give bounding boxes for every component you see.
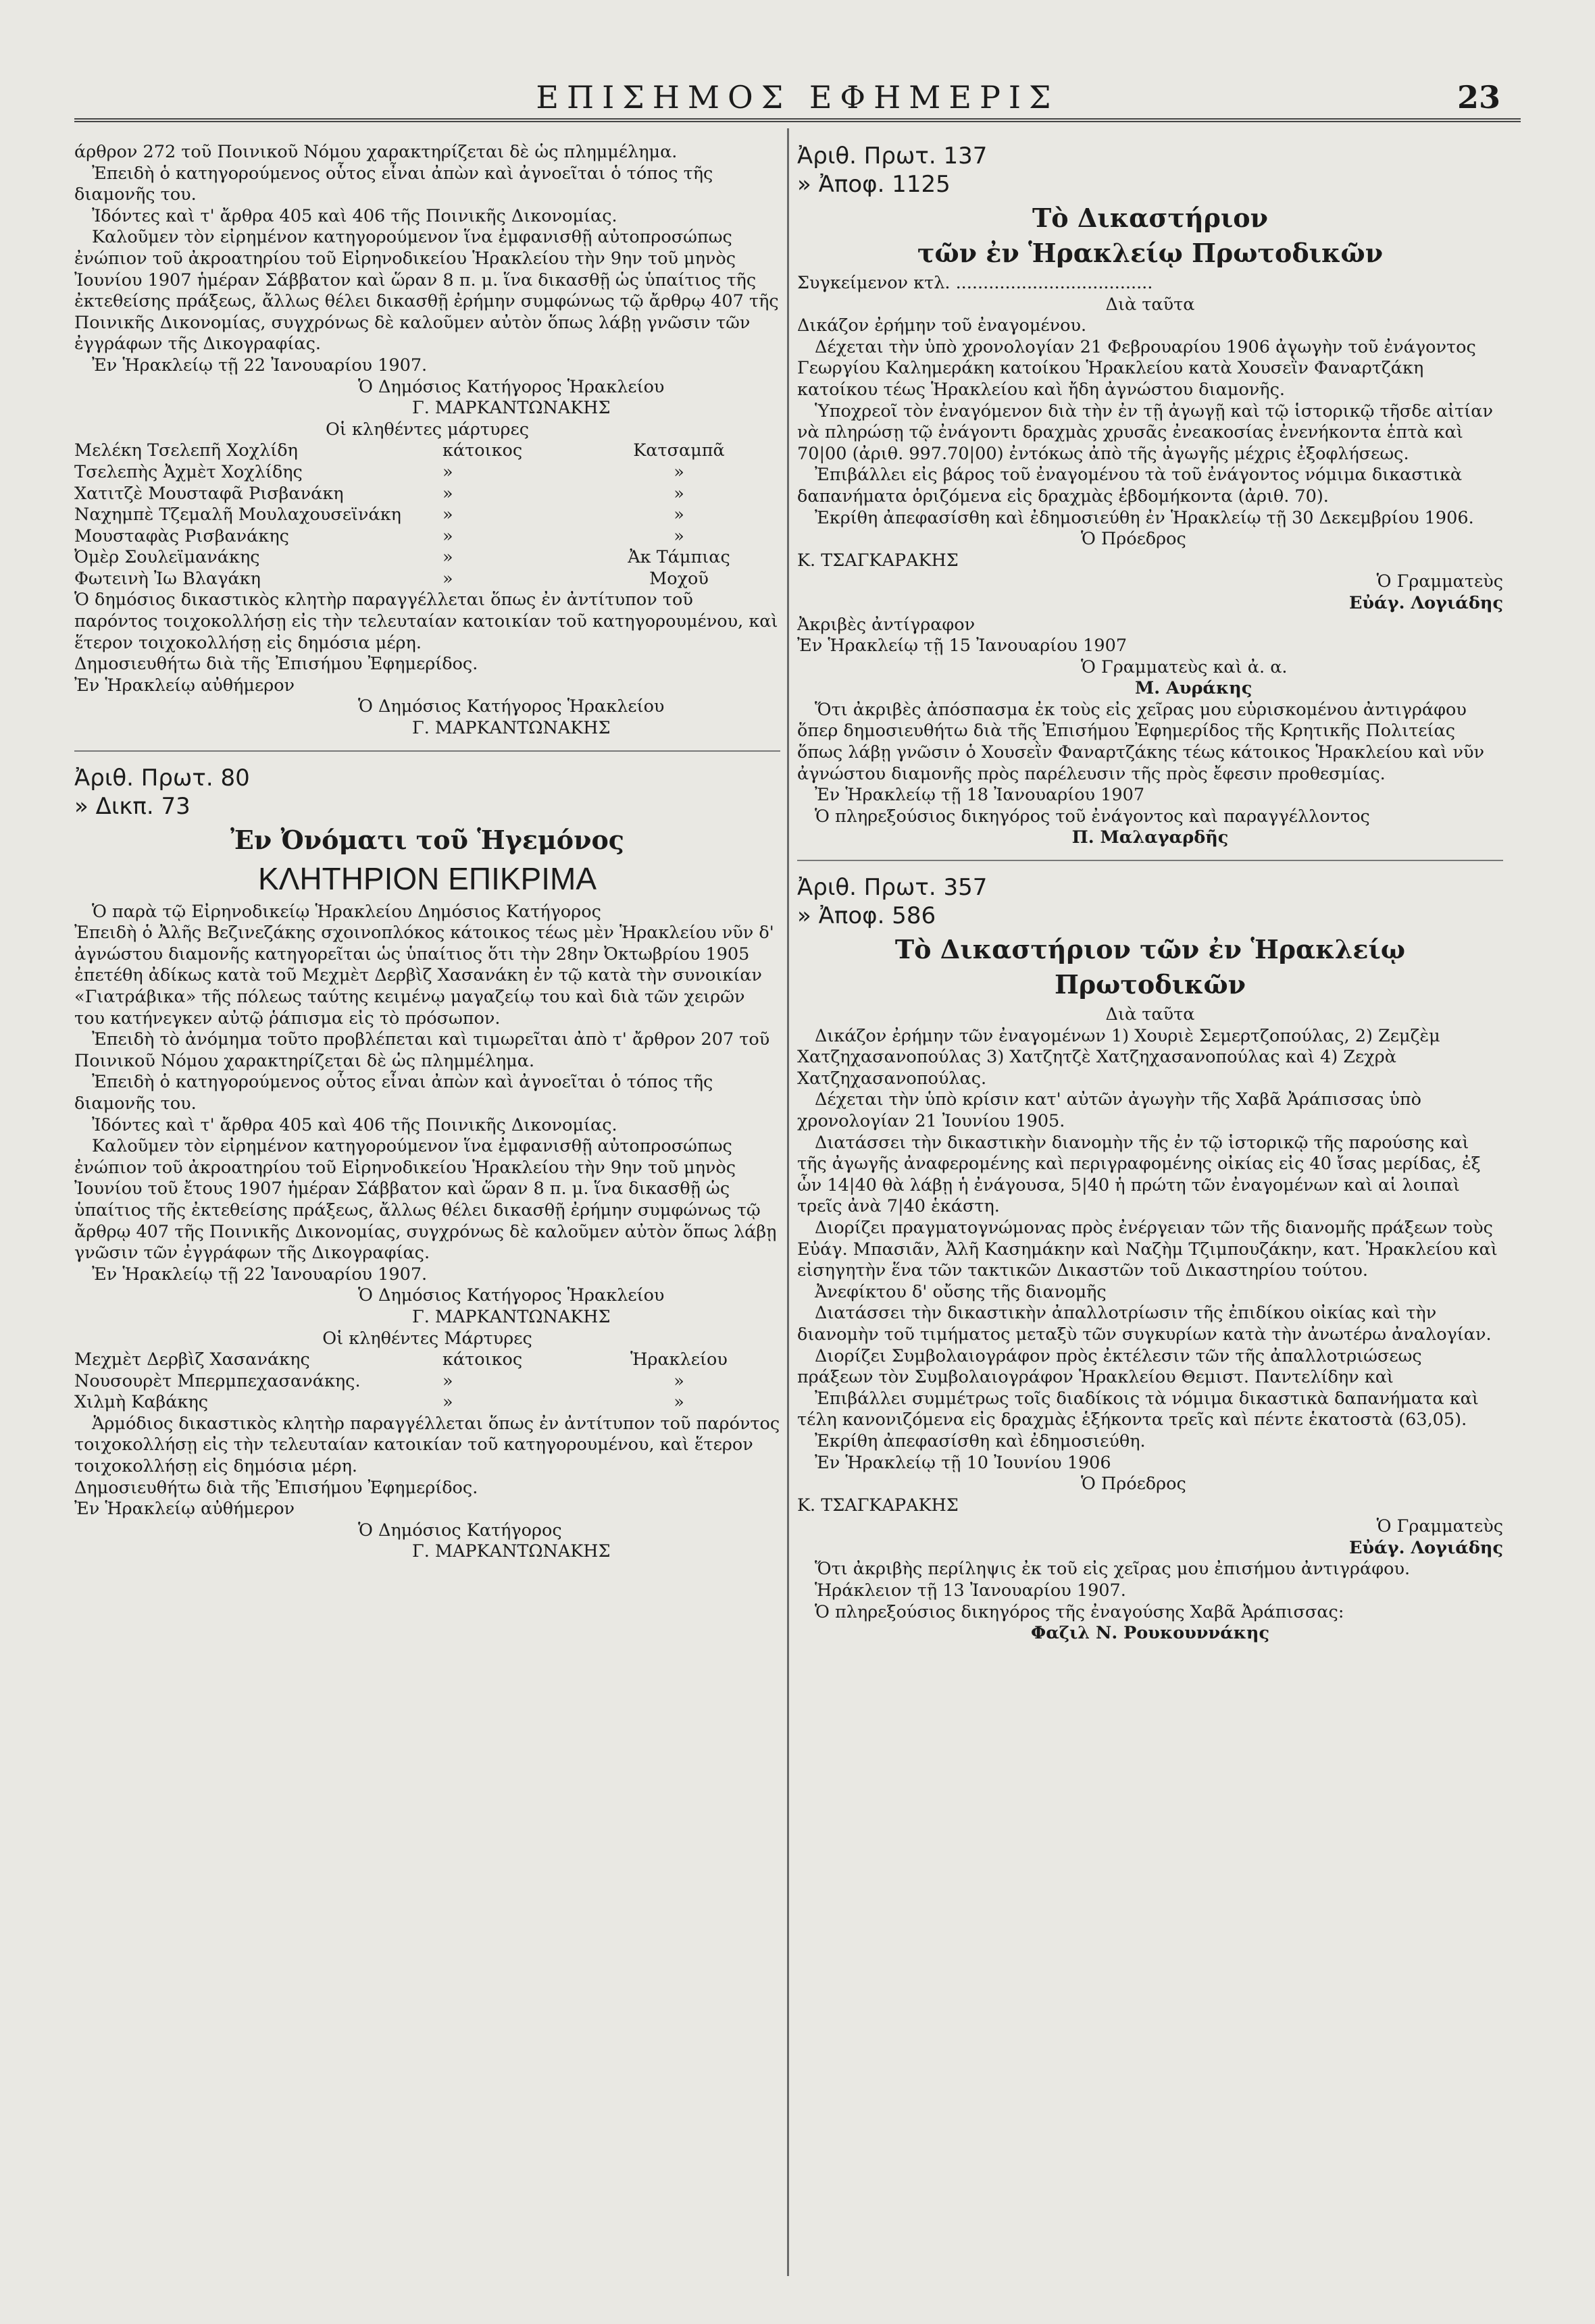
witness-row: Χατιτζὲ Μουσταφᾶ Ρισβανάκη » » xyxy=(74,483,684,504)
prosecutor-title: Ὁ Δημόσιος Κατήγορος Ἡρακλείου xyxy=(358,376,665,397)
witness-row: Φωτεινὴ Ἰω Βλαγάκη » Μοχοῦ xyxy=(74,568,709,589)
president-name: Κ. ΤΣΑΓΚΑΡΑΚΗΣ xyxy=(797,550,959,571)
witness-list xyxy=(74,440,780,590)
paragraph: Δέχεται τὴν ὑπὸ χρονολογίαν 21 Φεβρουαρίου 1906 ἀγωγὴν τοῦ ἐνάγοντος Γεωργίου Καλημεράκη κατοίκου Ἡρακλείου κατὰ Χουσεῒν Φαναρτζάκη κατοίκου τέως Ἡρακλείου καὶ ἤδη ἀγνώστου διαμονῆς. xyxy=(797,336,1476,400)
witness-row: Ναχημπὲ Τζεμαλῆ Μουλαχουσεϊνάκη » » xyxy=(74,505,684,525)
secretary-title: Ὁ Γραμματεὺς xyxy=(1376,571,1503,592)
section-separator xyxy=(797,860,1503,861)
page-number: 23 xyxy=(1457,79,1500,115)
place-line: Ἐν Ἡρακλείῳ αὐθήμερον xyxy=(74,1499,295,1520)
paragraph: άρθρον 272 τοῦ Ποινικοῦ Νόμου χαρακτηρίζεται δὲ ὡς πλημμέλημα. xyxy=(74,142,678,162)
prosecutor-title: Ὁ Δημόσιος Κατήγορος xyxy=(358,1520,562,1541)
newspaper-title: ΕΠΙΣΗΜΟΣ ΕΦΗΜΕΡΙΣ xyxy=(536,79,1059,115)
court-heading: Τὸ Δικαστήριον τῶν ἐν Ἡρακλείῳ xyxy=(894,934,1406,965)
witness-row: Χιλμὴ Καβάκης » » xyxy=(74,1392,684,1413)
witness-row: Μεχμὲτ Δερβὶζ Χασανάκης κάτοικος Ἡρακλείου xyxy=(74,1349,728,1370)
witness-row: Νουσουρὲτ Μπερμπεχασανάκης. » » xyxy=(74,1370,684,1391)
lawyer-title: Ὁ πληρεξούσιος δικηγόρος τῆς ἐναγούσης Χαβᾶ Ἀράπισσας: xyxy=(815,1601,1344,1622)
secretary-name: Εὐάγ. Λογιάδης xyxy=(1348,592,1503,613)
prosecutor-name: Γ. ΜΑΡΚΑΝΤΩΝΑΚΗΣ xyxy=(412,1541,611,1562)
dia-tauta: Διὰ ταῦτα xyxy=(1105,294,1195,315)
place-line: Ἐν Ἡρακλείῳ αὐθήμερον xyxy=(74,675,295,696)
court-heading: Πρωτοδικῶν xyxy=(1054,969,1246,1000)
column-divider xyxy=(787,128,789,2276)
court-heading: Τὸ Δικαστήριον xyxy=(1032,203,1269,233)
paragraph: Ὁ παρὰ τῷ Εἰρηνοδικείῳ Ἡρακλείου Δημόσιος Κατήγορος xyxy=(92,901,601,922)
date-line: Ἐν Ἡρακλείῳ τῇ 15 Ἰανουαρίου 1907 xyxy=(797,636,1128,656)
lawyer-title: Ὁ πληρεξούσιος δικηγόρος τοῦ ἐνάγοντος καὶ παραγγέλλοντος xyxy=(815,806,1370,827)
witnesses-heading: Οἱ κληθέντες μάρτυρες xyxy=(325,419,530,440)
prosecutor-title: Ὁ Δημόσιος Κατήγορος Ἡρακλείου xyxy=(358,696,665,717)
witness-row: Ὀμὲρ Σουλεϊμανάκης » Ἀκ Τάμπιας xyxy=(74,547,730,568)
paragraph: Ἐπειδὴ ὁ κατηγορούμενος οὗτος εἶναι ἀπὼν καὶ ἀγνοεῖται ὁ τόπος τῆς διαμονῆς του. xyxy=(74,1072,713,1114)
decision-number: » Ἀποφ. 1125 xyxy=(797,171,951,198)
left-column xyxy=(74,142,780,1563)
date-line: Ἐν Ἡρακλείῳ τῇ 22 Ἰανουαρίου 1907. xyxy=(92,355,428,376)
section-separator xyxy=(74,750,780,752)
secretary-title: Ὁ Γραμματεὺς xyxy=(1376,1516,1503,1537)
secretary-name: Εὐάγ. Λογιάδης xyxy=(1348,1537,1503,1558)
president-title: Ὁ Πρόεδρος xyxy=(1081,1474,1186,1495)
paragraph: Ἐπιβάλλει εἰς βάρος τοῦ ἐναγομένου τὰ τοῦ ἐνάγοντος νόμιμα δικαστικὰ δαπανήματα ὁριζόμενα εἰς δραχμὰς ἑβδομήκοντα (ἀριθ. 70). xyxy=(797,465,1463,507)
paragraph: Ἰδόντες καὶ τ' ἄρθρα 405 καὶ 406 τῆς Ποινικῆς Δικονομίας. xyxy=(92,1114,617,1135)
publish-line: Δημοσιευθήτω διὰ τῆς Ἐπισήμου Ἐφημερίδος. xyxy=(74,1477,478,1498)
in-name-heading: Ἐν Ὀνόματι τοῦ Ἡγεμόνος xyxy=(230,824,624,855)
bailiff-instruction: Ὁ δημόσιος δικαστικὸς κλητὴρ παραγγέλλεται ὅπως ἐν ἀντίτυπον τοῦ παρόντος τοιχοκολλήσῃ εἰς τὴν τελευταίαν κατοικίαν τοῦ κατηγορουμένου, καὶ ἕτερον τοιχοκολλήσῃ εἰς δημόσια μέρη. xyxy=(74,590,778,653)
date-line: Ἐν Ἡρακλείῳ τῇ 18 Ἰανουαρίου 1907 xyxy=(815,785,1145,806)
paragraph: Δικάζον ἐρήμην τοῦ ἐναγομένου. xyxy=(797,315,1087,336)
court-heading: τῶν ἐν Ἡρακλείῳ Πρωτοδικῶν xyxy=(917,238,1384,268)
lawyer-name: Φαζιλ Ν. Ρουκουννάκης xyxy=(1031,1623,1269,1644)
prosecutor-name: Γ. ΜΑΡΚΑΝΤΩΝΑΚΗΣ xyxy=(412,1306,611,1327)
prosecutor-title: Ὁ Δημόσιος Κατήγορος Ἡρακλείου xyxy=(358,1285,665,1306)
right-column xyxy=(797,142,1503,1645)
prosecutor-name: Γ. ΜΑΡΚΑΝΤΩΝΑΚΗΣ xyxy=(412,718,611,739)
paragraph: Δέχεται τὴν ὑπὸ κρίσιν κατ' αὐτῶν ἀγωγὴν τῆς Χαβᾶ Ἀράπισσας ὑπὸ χρονολογίαν 21 Ἰουνίου 1905. xyxy=(797,1089,1421,1131)
paragraph: Διορίζει πραγματογνώμονας πρὸς ἐνέργειαν τῶν τῆς διανομῆς πράξεων τοὺς Εὐάγ. Μπασιᾶν, Ἀλῆ Κασημάκην καὶ Ναζὴμ Τζιμπουζάκην, κατ. Ἡρακλείου καὶ εἰσηγητὴν ἕνα τῶν τακτικῶν Δικαστῶν τοῦ Δικαστηρίου τούτου. xyxy=(797,1217,1498,1281)
composed-line: Συγκείμενον κτλ. .................................... xyxy=(797,273,1153,293)
witness-list xyxy=(74,1349,780,1414)
paragraph: Ἐκρίθη ἀπεφασίσθη καὶ ἐδημοσιεύθη ἐν Ἡρακλείῳ τῇ 30 Δεκεμβρίου 1906. xyxy=(815,507,1474,528)
president-title: Ὁ Πρόεδρος xyxy=(1081,529,1186,550)
protocol-number: Ἀριθ. Πρωτ. 357 xyxy=(797,874,988,902)
date-line: Ἐν Ἡρακλείῳ τῇ 22 Ἰανουαρίου 1907. xyxy=(92,1264,428,1285)
protocol-number: Ἀριθ. Πρωτ. 80 xyxy=(74,764,250,792)
witness-row: Τσελεπὴς Ἀχμὲτ Χοχλίδης » » xyxy=(74,461,684,482)
paragraph: Καλοῦμεν τὸν εἰρημένον κατηγορούμενον ἵνα ἐμφανισθῇ αὐτοπροσώπως ἐνώπιον τοῦ ἀκροατηρίου τοῦ Εἰρηνοδικείου Ἡρακλείου τὴν 9ην τοῦ μηνὸς Ἰουνίου 1907 ἡμέραν Σάββατον καὶ ὥραν 8 π. μ. ἵνα δικασθῇ ὡς ὑπαίτιος τῆς ἐκτεθείσης πράξεως, ἄλλως θέλει δικασθῇ ἐρήμην συμφώνως τῷ ἄρθρῳ 407 τῆς Ποινικῆς Δικονομίας, συγχρόνως δὲ καλοῦμεν αὐτὸν ὅπως λάβῃ γνῶσιν τῶν ἐγγράφων τῆς Δικογραφίας. xyxy=(74,227,779,355)
witness-row: Μελέκη Τσελεπῆ Χοχλίδη κάτοικος Κατσαμπᾶ xyxy=(74,440,725,461)
date-line: Ἡράκλειον τῇ 13 Ἰανουαρίου 1907. xyxy=(815,1580,1126,1601)
witnesses-heading: Οἱ κληθέντες Μάρτυρες xyxy=(322,1328,532,1349)
case-number: » Δικπ. 73 xyxy=(74,792,191,820)
paragraph: Διορίζει Συμβολαιογράφον πρὸς ἐκτέλεσιν τῶν τῆς ἀπαλλοτριώσεως πράξεων τὸν Συμβολαιογράφον Ἡρακλείου Θεμιστ. Παντελίδην καὶ xyxy=(797,1345,1422,1388)
secretary-title: Ὁ Γραμματεὺς καὶ ἀ. α. xyxy=(1081,656,1288,677)
prosecutor-name: Γ. ΜΑΡΚΑΝΤΩΝΑΚΗΣ xyxy=(412,398,611,419)
president-name: Κ. ΤΣΑΓΚΑΡΑΚΗΣ xyxy=(797,1495,959,1516)
copy-line: Ἀκριβὲς ἀντίγραφον xyxy=(797,614,976,635)
paragraph: Διατάσσει τὴν δικαστικὴν ἀπαλλοτρίωσιν τῆς ἐπιδίκου οἰκίας καὶ τὴν διανομὴν τοῦ τιμήματος μεταξὺ τῶν συγκυρίων κατὰ τὴν ἀνωτέρω ἀναλογίαν. xyxy=(797,1303,1492,1345)
paragraph: Ἐπειδὴ ὁ κατηγορούμενος οὗτος εἶναι ἀπὼν καὶ ἀγνοεῖται ὁ τόπος τῆς διαμονῆς του. xyxy=(74,163,713,205)
secretary-name: Μ. Αυράκης xyxy=(1135,678,1252,699)
paragraph: Ἐκρίθη ἀπεφασίσθη καὶ ἐδημοσιεύθη. xyxy=(815,1430,1146,1451)
paragraph: Ὅτι ἀκριβὴς περίληψις ἐκ τοῦ εἰς χεῖρας μου ἐπισήμου ἀντιγράφου. xyxy=(815,1559,1411,1580)
paragraph: Ἰδόντες καὶ τ' ἄρθρα 405 καὶ 406 τῆς Ποινικῆς Δικονομίας. xyxy=(92,205,617,226)
paragraph: Ἐπειδὴ ὁ Ἀλῆς Βεζινεζάκης σχοινοπλόκος κάτοικος τέως μὲν Ἡρακλείου νῦν δ' ἀγνώστου διαμονῆς κατηγορεῖται ὡς ὑπαίτιος ὅτι τὴν 28ην Ὀκτωβρίου 1905 ἐπετέθη ἀδίκως κατὰ τοῦ Μεχμὲτ Δερβὶζ Χασανάκη ἐν τῷ κατὰ τὴν συνοικίαν «Γιατράβικα» τῆς πόλεως ταύτης κειμένῳ μαγαζείῳ του καὶ διὰ τῶν χειρῶν του κατήνεγκεν αὐτῷ ῥάπισμα εἰς τὸ πρόσωπον. xyxy=(74,923,774,1029)
witness-row: Μουσταφὰς Ρισβανάκης » » xyxy=(74,525,684,546)
paragraph: Ἐπιβάλλει συμμέτρως τοῖς διαδίκοις τὰ νόμιμα δικαστικὰ δαπανήματα καὶ τέλη κανονιζόμενα εἰς δραχμὰς ἑξήκοντα τρεῖς καὶ πέντε ἑκατοστὰ (63,05). xyxy=(797,1388,1479,1430)
paragraph: Καλοῦμεν τὸν εἰρημένον κατηγορούμενον ἵνα ἐμφανισθῇ αὐτοπροσώπως ἐνώπιον τοῦ ἀκροατηρίου τοῦ Εἰρηνοδικείου Ἡρακλείου τὴν 9ην τοῦ μηνὸς Ἰουνίου τοῦ ἔτους 1907 ἡμέραν Σάββατον καὶ ὥραν 8 π. μ. ἵνα δικασθῇ ὡς ὑπαίτιος τῆς ἐκτεθείσης πράξεως, ἄλλως θέλει δικασθῇ ἐρήμην συμφώνως τῷ ἄρθρῳ 407 τῆς Ποινικῆς Δικονομίας, συγχρόνως δὲ καλοῦμεν αὐτὸν ὅπως λάβῃ γνῶσιν τῶν ἐγγράφων τῆς Δικογραφίας. xyxy=(74,1136,777,1264)
lawyer-name: Π. Μαλαγαρδῆς xyxy=(1071,827,1229,848)
decision-number: » Ἀποφ. 586 xyxy=(797,902,936,930)
publish-line: Δημοσιευθήτω διὰ τῆς Ἐπισήμου Ἐφημερίδος. xyxy=(74,654,478,675)
date-line: Ἐν Ἡρακλείῳ τῇ 10 Ἰουνίου 1906 xyxy=(815,1452,1111,1473)
bailiff-instruction: Ἁρμόδιος δικαστικὸς κλητὴρ παραγγέλλεται ὅπως ἐν ἀντίτυπον τοῦ παρόντος τοιχοκολλήσῃ εἰς τὴν τελευταίαν κατοικίαν τοῦ κατηγορουμένου, καὶ ἕτερον τοιχοκολλήσῃ εἰς δημόσια μέρη. xyxy=(74,1413,780,1477)
protocol-number: Ἀριθ. Πρωτ. 137 xyxy=(797,143,988,170)
paragraph: Ἐπειδὴ τὸ ἀνόμημα τοῦτο προβλέπεται καὶ τιμωρεῖται ἀπὸ τ' ἄρθρον 207 τοῦ Ποινικοῦ Νόμου χαρακτηρίζεται δὲ ὡς πλημμέλημα. xyxy=(74,1029,770,1071)
paragraph: Ὅτι ἀκριβὲς ἀπόσπασμα ἐκ τοὺς εἰς χεῖρας μου εὑρισκομένου ἀντιγράφου ὅπερ δημοσιευθήτω διὰ τῆς Ἐπισήμου Ἐφημερίδος τῆς Κρητικῆς Πολιτείας ὅπως λάβῃ γνῶσιν ὁ Χουσεῒν Φαναρτζάκης τέως κάτοικος Ἡρακλείου καὶ νῦν ἀγνώστου διαμονῆς πρὸς παρέλευσιν τῆς πρὸς ἔφεσιν προθεσμίας. xyxy=(797,699,1484,784)
paragraph: Διατάσσει τὴν δικαστικὴν διανομὴν τῆς ἐν τῷ ἱστορικῷ τῆς παρούσης καὶ τῆς ἀγωγῆς ἀναφερομένης καὶ περιγραφομένης οἰκίας εἰς 40 ἴσας μερίδας, ἐξ ὧν 14|40 θὰ λάβῃ ἡ ἐνάγουσα, 5|40 ἡ πρώτη τῶν ἐναγομένων καὶ αἱ λοιπαὶ τρεῖς ἀνὰ 7|40 ἑκάστη. xyxy=(797,1132,1481,1217)
paragraph: Ἀνεφίκτου δ' οὔσης τῆς διανομῆς xyxy=(815,1281,1107,1302)
dia-tauta: Διὰ ταῦτα xyxy=(1105,1004,1195,1025)
page-header xyxy=(74,71,1521,122)
paragraph: Ὑποχρεοῖ τὸν ἐναγόμενον διὰ τὴν ἐν τῇ ἀγωγῇ καὶ τῷ ἱστορικῷ τῆσδε αἰτίαν νὰ πληρώσῃ τῷ ἐνάγοντι δραχμὰς χρυσᾶς ἐνεακοσίας ἐνενήκοντα ἑπτὰ καὶ 70|00 (ἀριθ. 997.70|00) ἐντόκως ἀπὸ τῆς ἀγωγῆς μέχρις ἐξοφλήσεως. xyxy=(797,401,1494,464)
paragraph: Δικάζον ἐρήμην τῶν ἐναγομένων 1) Χουριὲ Σεμερτζοπούλας, 2) Ζεμζὲμ Χατζηχασανοπούλας 3) Χατζητζὲ Χατζηχασανοπούλας καὶ 4) Ζεχρὰ Χατζηχασανοπούλας. xyxy=(797,1025,1440,1089)
kletirion-heading: ΚΛΗΤΗΡΙΟΝ ΕΠΙΚΡΙΜΑ xyxy=(257,860,597,896)
